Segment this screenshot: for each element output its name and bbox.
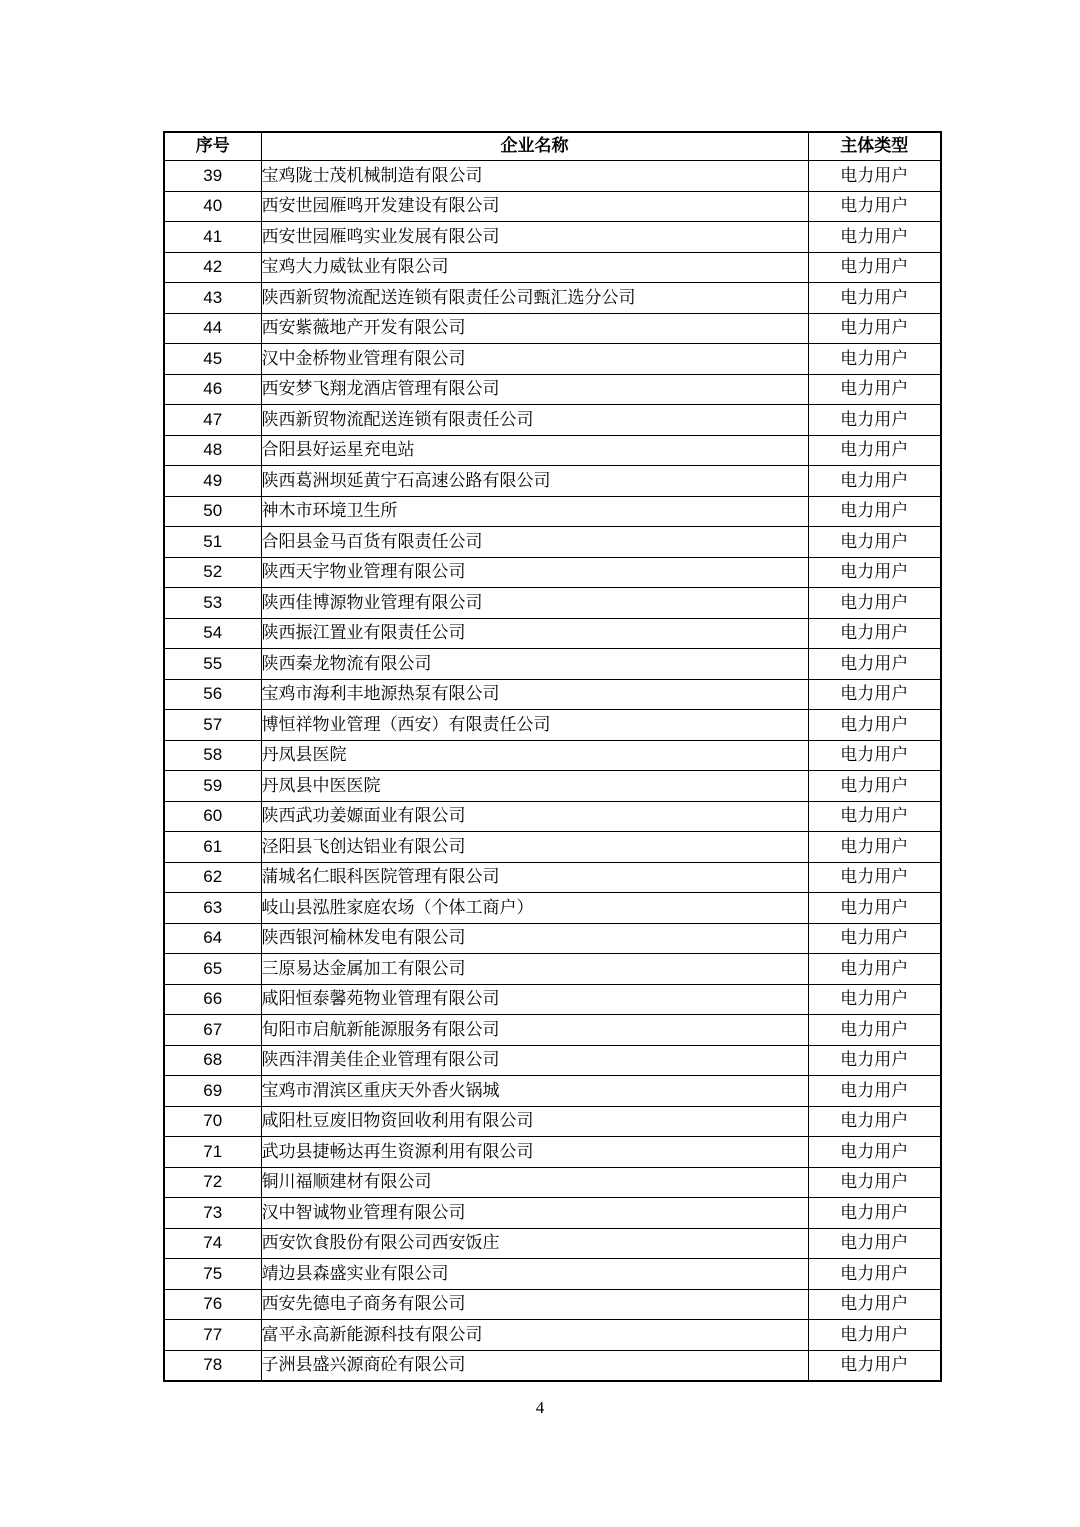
table-row — [164, 191, 941, 222]
cell-company-name: 咸阳杜豆废旧物资回收利用有限公司 — [261, 1106, 808, 1137]
table-row — [164, 1198, 941, 1229]
cell-company-name: 汉中金桥物业管理有限公司 — [261, 344, 808, 375]
cell-company-name: 合阳县金马百货有限责任公司 — [261, 527, 808, 558]
cell-serial: 78 — [164, 1350, 261, 1381]
table-row — [164, 313, 941, 344]
cell-serial: 46 — [164, 374, 261, 405]
table-row — [164, 1259, 941, 1290]
cell-entity-type: 电力用户 — [808, 313, 941, 344]
cell-entity-type: 电力用户 — [808, 1137, 941, 1168]
table-row — [164, 161, 941, 192]
cell-serial: 41 — [164, 222, 261, 253]
table-row — [164, 832, 941, 863]
table-row — [164, 618, 941, 649]
cell-serial: 74 — [164, 1228, 261, 1259]
cell-serial: 43 — [164, 283, 261, 314]
cell-entity-type: 电力用户 — [808, 1198, 941, 1229]
cell-company-name: 宝鸡市海利丰地源热泵有限公司 — [261, 679, 808, 710]
column-header-company-name: 企业名称 — [261, 132, 808, 161]
cell-serial: 40 — [164, 191, 261, 222]
table-row — [164, 374, 941, 405]
cell-entity-type: 电力用户 — [808, 740, 941, 771]
cell-entity-type: 电力用户 — [808, 1289, 941, 1320]
cell-entity-type: 电力用户 — [808, 344, 941, 375]
cell-serial: 55 — [164, 649, 261, 680]
cell-entity-type: 电力用户 — [808, 984, 941, 1015]
cell-entity-type: 电力用户 — [808, 161, 941, 192]
cell-company-name: 陕西新贸物流配送连锁有限责任公司甄汇选分公司 — [261, 283, 808, 314]
cell-serial: 60 — [164, 801, 261, 832]
cell-serial: 63 — [164, 893, 261, 924]
cell-serial: 59 — [164, 771, 261, 802]
cell-entity-type: 电力用户 — [808, 557, 941, 588]
cell-serial: 48 — [164, 435, 261, 466]
cell-company-name: 陕西武功姜嫄面业有限公司 — [261, 801, 808, 832]
cell-serial: 39 — [164, 161, 261, 192]
cell-company-name: 宝鸡陇士茂机械制造有限公司 — [261, 161, 808, 192]
table-row — [164, 710, 941, 741]
cell-entity-type: 电力用户 — [808, 405, 941, 436]
table-row — [164, 557, 941, 588]
cell-company-name: 西安饮食股份有限公司西安饭庄 — [261, 1228, 808, 1259]
table-row — [164, 435, 941, 466]
cell-serial: 68 — [164, 1045, 261, 1076]
cell-serial: 73 — [164, 1198, 261, 1229]
table-row — [164, 679, 941, 710]
cell-serial: 47 — [164, 405, 261, 436]
table-row — [164, 893, 941, 924]
cell-entity-type: 电力用户 — [808, 466, 941, 497]
cell-company-name: 西安世园雁鸣开发建设有限公司 — [261, 191, 808, 222]
cell-company-name: 西安梦飞翔龙酒店管理有限公司 — [261, 374, 808, 405]
cell-company-name: 陕西银河榆林发电有限公司 — [261, 923, 808, 954]
cell-entity-type: 电力用户 — [808, 527, 941, 558]
cell-company-name: 子洲县盛兴源商砼有限公司 — [261, 1350, 808, 1381]
cell-serial: 66 — [164, 984, 261, 1015]
table-row — [164, 740, 941, 771]
cell-serial: 67 — [164, 1015, 261, 1046]
cell-entity-type: 电力用户 — [808, 1015, 941, 1046]
cell-entity-type: 电力用户 — [808, 832, 941, 863]
table-row — [164, 527, 941, 558]
cell-serial: 64 — [164, 923, 261, 954]
cell-entity-type: 电力用户 — [808, 374, 941, 405]
table-row — [164, 496, 941, 527]
cell-serial: 45 — [164, 344, 261, 375]
cell-company-name: 汉中智诚物业管理有限公司 — [261, 1198, 808, 1229]
cell-serial: 69 — [164, 1076, 261, 1107]
cell-entity-type: 电力用户 — [808, 1259, 941, 1290]
table-row — [164, 1045, 941, 1076]
cell-entity-type: 电力用户 — [808, 862, 941, 893]
cell-serial: 50 — [164, 496, 261, 527]
table-row — [164, 801, 941, 832]
cell-company-name: 三原易达金属加工有限公司 — [261, 954, 808, 985]
table-row — [164, 984, 941, 1015]
cell-company-name: 富平永高新能源科技有限公司 — [261, 1320, 808, 1351]
cell-entity-type: 电力用户 — [808, 771, 941, 802]
table-row — [164, 405, 941, 436]
cell-company-name: 泾阳县飞创达铝业有限公司 — [261, 832, 808, 863]
cell-serial: 65 — [164, 954, 261, 985]
cell-entity-type: 电力用户 — [808, 222, 941, 253]
cell-entity-type: 电力用户 — [808, 801, 941, 832]
table-row — [164, 954, 941, 985]
cell-company-name: 丹凤县中医医院 — [261, 771, 808, 802]
cell-company-name: 蒲城名仁眼科医院管理有限公司 — [261, 862, 808, 893]
cell-company-name: 靖边县森盛实业有限公司 — [261, 1259, 808, 1290]
cell-company-name: 陕西秦龙物流有限公司 — [261, 649, 808, 680]
cell-entity-type: 电力用户 — [808, 252, 941, 283]
cell-entity-type: 电力用户 — [808, 1076, 941, 1107]
cell-entity-type: 电力用户 — [808, 283, 941, 314]
cell-company-name: 丹凤县医院 — [261, 740, 808, 771]
cell-company-name: 岐山县泓胜家庭农场（个体工商户） — [261, 893, 808, 924]
cell-serial: 70 — [164, 1106, 261, 1137]
table-row — [164, 1167, 941, 1198]
cell-entity-type: 电力用户 — [808, 1350, 941, 1381]
page-number: 4 — [535, 1398, 545, 1417]
cell-company-name: 陕西葛洲坝延黄宁石高速公路有限公司 — [261, 466, 808, 497]
table-row — [164, 588, 941, 619]
cell-company-name: 咸阳恒泰馨苑物业管理有限公司 — [261, 984, 808, 1015]
table-row — [164, 1106, 941, 1137]
cell-company-name: 铜川福顺建材有限公司 — [261, 1167, 808, 1198]
cell-entity-type: 电力用户 — [808, 435, 941, 466]
cell-serial: 51 — [164, 527, 261, 558]
cell-serial: 44 — [164, 313, 261, 344]
cell-serial: 76 — [164, 1289, 261, 1320]
cell-entity-type: 电力用户 — [808, 618, 941, 649]
table-row — [164, 1350, 941, 1381]
table-row — [164, 1076, 941, 1107]
table-row — [164, 1289, 941, 1320]
cell-company-name: 陕西新贸物流配送连锁有限责任公司 — [261, 405, 808, 436]
table-row — [164, 649, 941, 680]
table-row — [164, 1137, 941, 1168]
table-row — [164, 1015, 941, 1046]
cell-company-name: 宝鸡市渭滨区重庆天外香火锅城 — [261, 1076, 808, 1107]
cell-company-name: 陕西天宇物业管理有限公司 — [261, 557, 808, 588]
table-row — [164, 771, 941, 802]
cell-entity-type: 电力用户 — [808, 1167, 941, 1198]
cell-company-name: 西安世园雁鸣实业发展有限公司 — [261, 222, 808, 253]
table-row — [164, 466, 941, 497]
table-row — [164, 1228, 941, 1259]
cell-entity-type: 电力用户 — [808, 710, 941, 741]
cell-entity-type: 电力用户 — [808, 954, 941, 985]
table-body — [164, 161, 941, 1382]
cell-serial: 77 — [164, 1320, 261, 1351]
table-row — [164, 344, 941, 375]
table-row — [164, 923, 941, 954]
cell-entity-type: 电力用户 — [808, 893, 941, 924]
cell-entity-type: 电力用户 — [808, 496, 941, 527]
column-header-entity-type: 主体类型 — [808, 132, 941, 161]
cell-serial: 75 — [164, 1259, 261, 1290]
table-header-row — [164, 132, 941, 161]
cell-serial: 42 — [164, 252, 261, 283]
cell-entity-type: 电力用户 — [808, 588, 941, 619]
table-row — [164, 222, 941, 253]
cell-entity-type: 电力用户 — [808, 923, 941, 954]
cell-company-name: 宝鸡大力威钛业有限公司 — [261, 252, 808, 283]
table-row — [164, 862, 941, 893]
cell-entity-type: 电力用户 — [808, 649, 941, 680]
enterprise-table — [163, 131, 942, 1382]
cell-entity-type: 电力用户 — [808, 1045, 941, 1076]
cell-serial: 57 — [164, 710, 261, 741]
cell-serial: 62 — [164, 862, 261, 893]
cell-serial: 56 — [164, 679, 261, 710]
cell-company-name: 西安紫薇地产开发有限公司 — [261, 313, 808, 344]
cell-entity-type: 电力用户 — [808, 1228, 941, 1259]
cell-serial: 49 — [164, 466, 261, 497]
cell-company-name: 西安先德电子商务有限公司 — [261, 1289, 808, 1320]
cell-entity-type: 电力用户 — [808, 191, 941, 222]
table-row — [164, 283, 941, 314]
cell-serial: 58 — [164, 740, 261, 771]
column-header-serial: 序号 — [164, 132, 261, 161]
table-row — [164, 252, 941, 283]
table-row — [164, 1320, 941, 1351]
cell-company-name: 合阳县好运星充电站 — [261, 435, 808, 466]
cell-serial: 54 — [164, 618, 261, 649]
cell-company-name: 神木市环境卫生所 — [261, 496, 808, 527]
cell-serial: 72 — [164, 1167, 261, 1198]
cell-serial: 71 — [164, 1137, 261, 1168]
cell-company-name: 陕西佳博源物业管理有限公司 — [261, 588, 808, 619]
cell-serial: 52 — [164, 557, 261, 588]
cell-company-name: 陕西沣渭美佳企业管理有限公司 — [261, 1045, 808, 1076]
cell-company-name: 旬阳市启航新能源服务有限公司 — [261, 1015, 808, 1046]
cell-entity-type: 电力用户 — [808, 1106, 941, 1137]
cell-entity-type: 电力用户 — [808, 679, 941, 710]
cell-serial: 53 — [164, 588, 261, 619]
cell-company-name: 博恒祥物业管理（西安）有限责任公司 — [261, 710, 808, 741]
cell-entity-type: 电力用户 — [808, 1320, 941, 1351]
cell-company-name: 陕西振江置业有限责任公司 — [261, 618, 808, 649]
cell-serial: 61 — [164, 832, 261, 863]
cell-company-name: 武功县捷畅达再生资源利用有限公司 — [261, 1137, 808, 1168]
